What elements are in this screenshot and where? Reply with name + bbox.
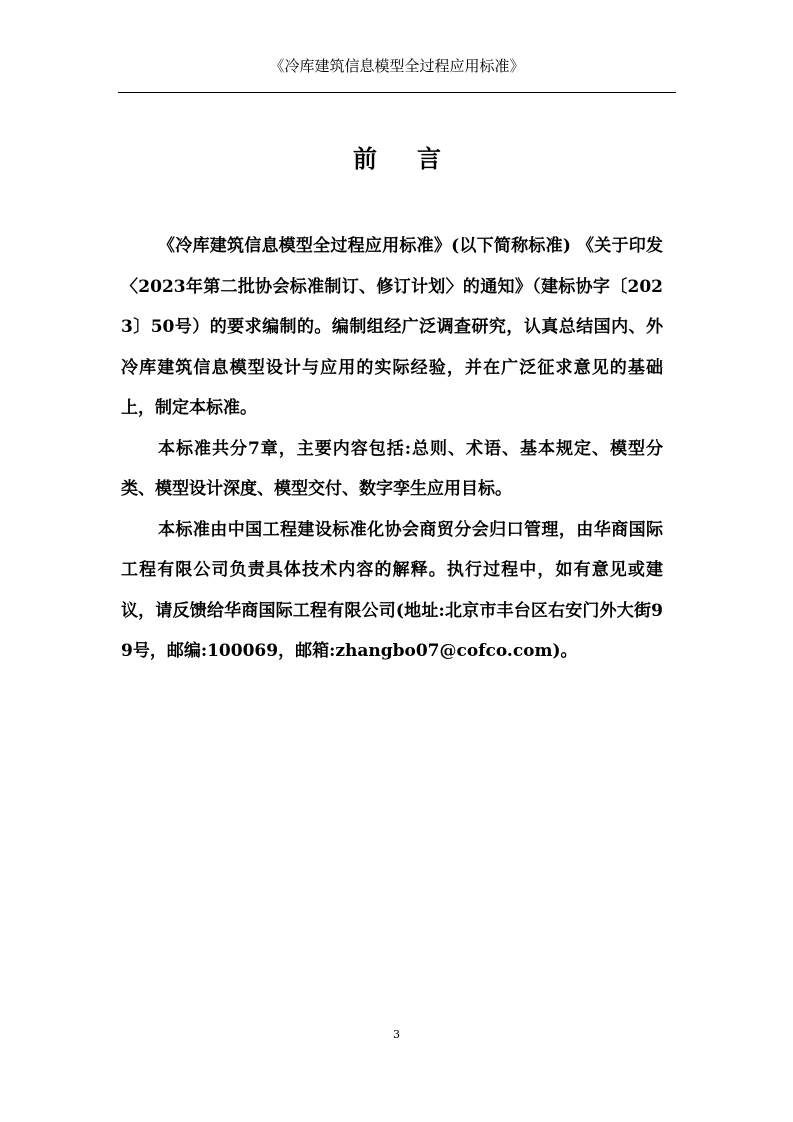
running-header: 《冷库建筑信息模型全过程应用标准》 bbox=[269, 57, 525, 75]
page-title: 前言 bbox=[353, 144, 481, 173]
foreword-body bbox=[121, 226, 663, 672]
page-number: 3 bbox=[393, 1028, 400, 1041]
header-divider bbox=[118, 92, 676, 93]
foreword-paragraph-3: 本标准由中国工程建设标准化协会商贸分会归口管理，由华商国际工程有限公司负责具体技术内容的解释。执行过程中，如有意见或建议，请反馈给华商国际工程有限公司(地址:北京市丰台区右安门外大街99号，邮编:100069，邮箱:zhangbo07@cofco.com)。 bbox=[121, 519, 663, 661]
foreword-paragraph-1: 《冷库建筑信息模型全过程应用标准》(以下简称标准) 《关于印发〈2023年第二批协会标准制订、修订计划〉的通知》（建标协字〔2023〕50号）的要求编制的。编制组经广泛调查研究，认真总结国内、外冷库建筑信息模型设计与应用的实际经验，并在广泛征求意见的基础上，制定本标准。 bbox=[121, 236, 663, 418]
foreword-paragraph-2: 本标准共分7章，主要内容包括:总则、术语、基本规定、模型分类、模型设计深度、模型交付、数字孪生应用目标。 bbox=[121, 438, 663, 499]
